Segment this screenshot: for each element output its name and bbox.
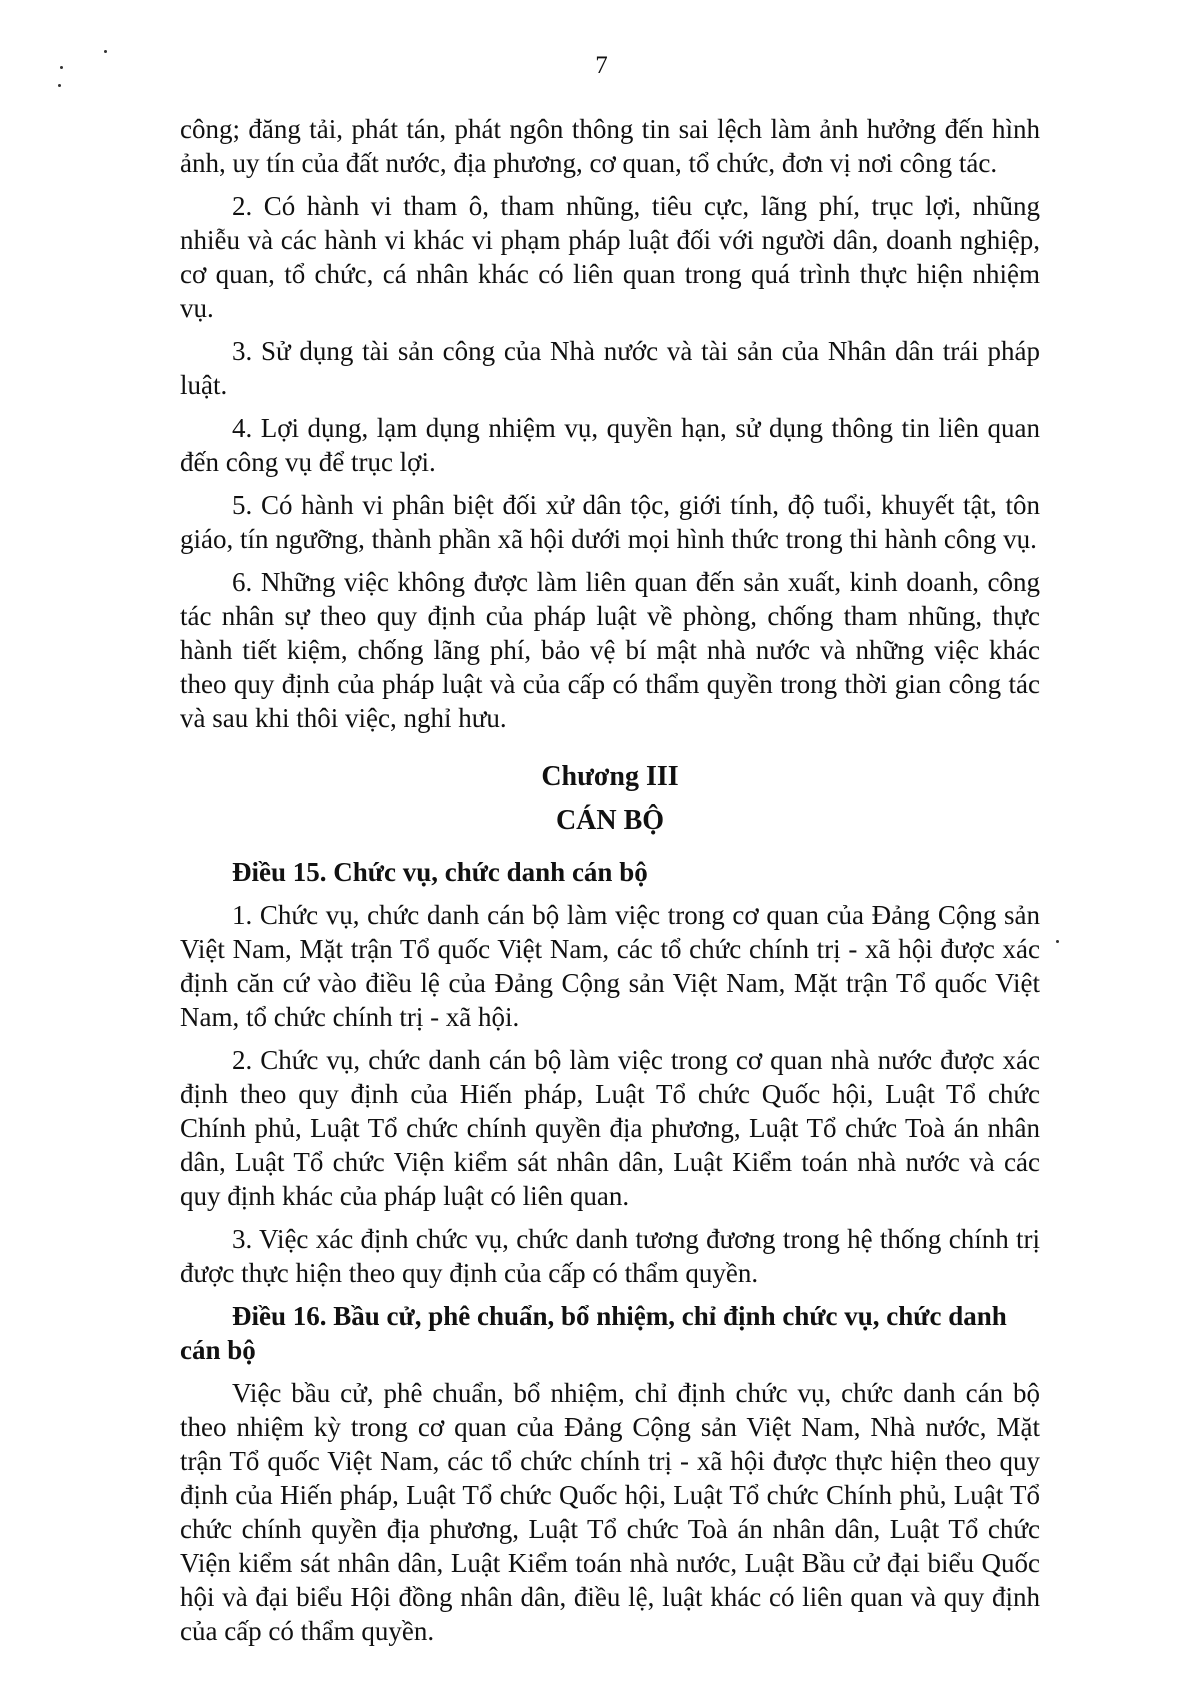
paragraph: 2. Chức vụ, chức danh cán bộ làm việc trong cơ quan nhà nước được xác định theo quy định của Hiến pháp, Luật Tổ chức Quốc hội, Luật Tổ chức Chính phủ, Luật Tổ chức chính quyền địa phương, Luật Tổ chức Toà án nhân dân, Luật Tổ chức Viện kiểm sát nhân dân, Luật Kiểm toán nhà nước và các quy định khác của pháp luật có liên quan. [180, 1045, 1040, 1211]
chapter-label: Chương III [541, 761, 679, 792]
document-body [180, 112, 1040, 1657]
article-16-title: Điều 16. Bầu cử, phê chuẩn, bổ nhiệm, chỉ định chức vụ, chức danh cán bộ [180, 1301, 1007, 1365]
paragraph: Việc bầu cử, phê chuẩn, bổ nhiệm, chỉ định chức vụ, chức danh cán bộ theo nhiệm kỳ trong cơ quan của Đảng Cộng sản Việt Nam, Nhà nước, Mặt trận Tổ quốc Việt Nam, các tổ chức chính trị - xã hội được thực hiện theo quy định của Hiến pháp, Luật Tổ chức Quốc hội, Luật Tổ chức Chính phủ, Luật Tổ chức chính quyền địa phương, Luật Tổ chức Toà án nhân dân, Luật Tổ chức Viện kiểm sát nhân dân, Luật Kiểm toán nhà nước, Luật Bầu cử đại biểu Quốc hội và đại biểu Hội đồng nhân dân, điều lệ, luật khác có liên quan và quy định của cấp có thẩm quyền. [180, 1378, 1040, 1646]
scan-speck [58, 84, 61, 87]
paragraph: 4. Lợi dụng, lạm dụng nhiệm vụ, quyền hạn, sử dụng thông tin liên quan đến công vụ để trục lợi. [180, 413, 1040, 477]
paragraph: 1. Chức vụ, chức danh cán bộ làm việc trong cơ quan của Đảng Cộng sản Việt Nam, Mặt trận Tổ quốc Việt Nam, các tổ chức chính trị - xã hội được xác định căn cứ vào điều lệ của Đảng Cộng sản Việt Nam, Mặt trận Tổ quốc Việt Nam, tổ chức chính trị - xã hội. [180, 900, 1040, 1032]
paragraph: 5. Có hành vi phân biệt đối xử dân tộc, giới tính, độ tuổi, khuyết tật, tôn giáo, tín ngưỡng, thành phần xã hội dưới mọi hình thức trong thi hành công vụ. [180, 490, 1040, 554]
paragraph: 3. Sử dụng tài sản công của Nhà nước và tài sản của Nhân dân trái pháp luật. [180, 336, 1040, 400]
paragraph: 6. Những việc không được làm liên quan đến sản xuất, kinh doanh, công tác nhân sự theo quy định của pháp luật về phòng, chống tham nhũng, thực hành tiết kiệm, chống lãng phí, bảo vệ bí mật nhà nước và những việc khác theo quy định của pháp luật và của cấp có thẩm quyền trong thời gian công tác và sau khi thôi việc, nghỉ hưu. [180, 567, 1040, 733]
scan-speck [1056, 940, 1059, 943]
page-number: 7 [595, 52, 608, 79]
article-15-title: Điều 15. Chức vụ, chức danh cán bộ [232, 857, 648, 887]
paragraph: 2. Có hành vi tham ô, tham nhũng, tiêu cực, lãng phí, trục lợi, nhũng nhiễu và các hành vi khác vi phạm pháp luật đối với người dân, doanh nghiệp, cơ quan, tổ chức, cá nhân khác có liên quan trong quá trình thực hiện nhiệm vụ. [180, 191, 1040, 323]
paragraph: 3. Việc xác định chức vụ, chức danh tương đương trong hệ thống chính trị được thực hiện theo quy định của cấp có thẩm quyền. [180, 1224, 1040, 1288]
paragraph: công; đăng tải, phát tán, phát ngôn thông tin sai lệch làm ảnh hưởng đến hình ảnh, uy tín của đất nước, địa phương, cơ quan, tổ chức, đơn vị nơi công tác. [180, 114, 1040, 178]
chapter-title: CÁN BỘ [555, 805, 665, 836]
